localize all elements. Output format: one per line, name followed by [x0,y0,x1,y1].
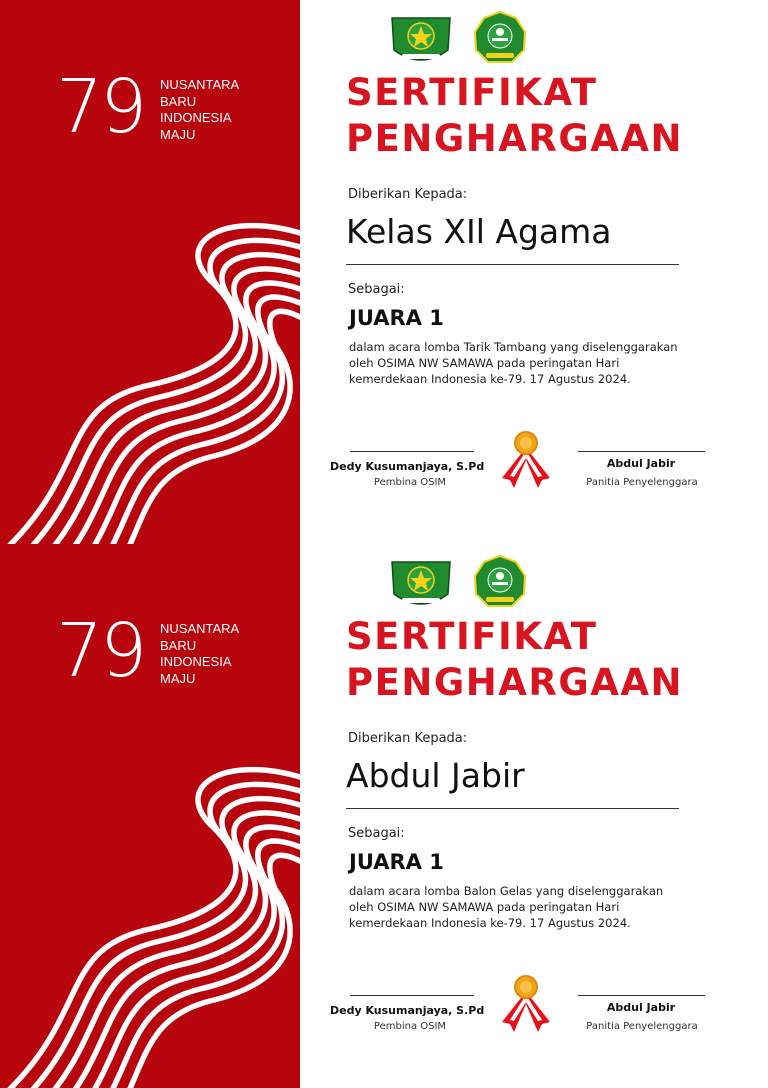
signer-left-role: Pembina OSIM [373,1021,447,1032]
anniversary-number: 79 [56,608,145,694]
description-line: kemerdekaan Indonesia ke-79. 17 Agustus 2024. [349,916,631,930]
signer-left-name: Dedy Kusumanjaya, S.Pd [330,460,485,473]
header-logos [388,10,533,68]
medal-ribbon-icon [496,430,556,490]
award-description [349,883,719,931]
tagline-line: BARU [160,637,197,653]
description-line: kemerdekaan Indonesia ke-79. 17 Agustus 2024. [349,372,631,386]
signature-line-right [578,995,705,996]
recipient-name: Abdul Jabir [346,756,525,795]
tagline-line: NUSANTARA [160,77,240,92]
red-white-wave-ribbon [0,759,300,1088]
school-logo-emblem [392,18,450,60]
recipient-underline [346,264,679,265]
tagline-line: NUSANTARA [160,621,240,636]
description-line: dalam acara lomba Balon Gelas yang diselenggarakan [349,884,664,898]
anniversary-tagline [160,621,239,687]
recipient-underline [346,808,679,809]
signature-line-right [578,451,705,452]
given-to-label: Diberikan Kepada: [348,731,468,746]
given-to-label: Diberikan Kepada: [348,187,468,202]
tagline-line: MAJU [160,670,196,686]
award-description [349,339,719,387]
title-line-1: SERTIFIKAT [346,615,598,658]
signature-line-left [350,451,474,452]
signer-right-role: Panitia Penyelenggara [586,477,698,488]
ministry-logo-emblem [475,556,525,606]
recipient-name: Kelas XIl Agama [346,212,612,251]
signer-right-role: Panitia Penyelenggara [586,1021,698,1032]
description-line: dalam acara lomba Tarik Tambang yang diselenggarakan [349,340,678,354]
award-rank: JUARA 1 [349,306,444,330]
signer-right-name: Abdul Jabir [606,457,676,470]
tagline-line: BARU [160,93,197,109]
signer-left-role: Pembina OSIM [373,477,447,488]
red-side-panel [0,544,300,1088]
tagline-line: INDONESIA [160,654,232,669]
description-line: oleh OSIMA NW SAMAWA pada peringatan Hari [349,356,620,370]
tagline-line: INDONESIA [160,110,232,125]
as-label: Sebagai: [348,826,405,841]
anniversary-tagline [160,77,239,143]
ministry-logo-emblem [475,12,525,62]
medal-ribbon-icon [496,974,556,1034]
certificate-2 [0,544,768,1088]
award-rank: JUARA 1 [349,850,444,874]
description-line: oleh OSIMA NW SAMAWA pada peringatan Hari [349,900,620,914]
title-line-2: PENGHARGAAN [346,117,683,160]
header-logos [388,554,533,612]
certificate-title [346,614,683,706]
school-logo-emblem [392,562,450,604]
as-label: Sebagai: [348,282,405,297]
red-side-panel [0,0,300,544]
title-line-2: PENGHARGAAN [346,661,683,704]
signer-right-name: Abdul Jabir [606,1001,676,1014]
signature-line-left [350,995,474,996]
certificate-title [346,70,683,162]
tagline-line: MAJU [160,126,196,142]
red-white-wave-ribbon [0,215,300,544]
title-line-1: SERTIFIKAT [346,71,598,114]
signer-left-name: Dedy Kusumanjaya, S.Pd [330,1004,485,1017]
anniversary-number: 79 [56,64,145,150]
